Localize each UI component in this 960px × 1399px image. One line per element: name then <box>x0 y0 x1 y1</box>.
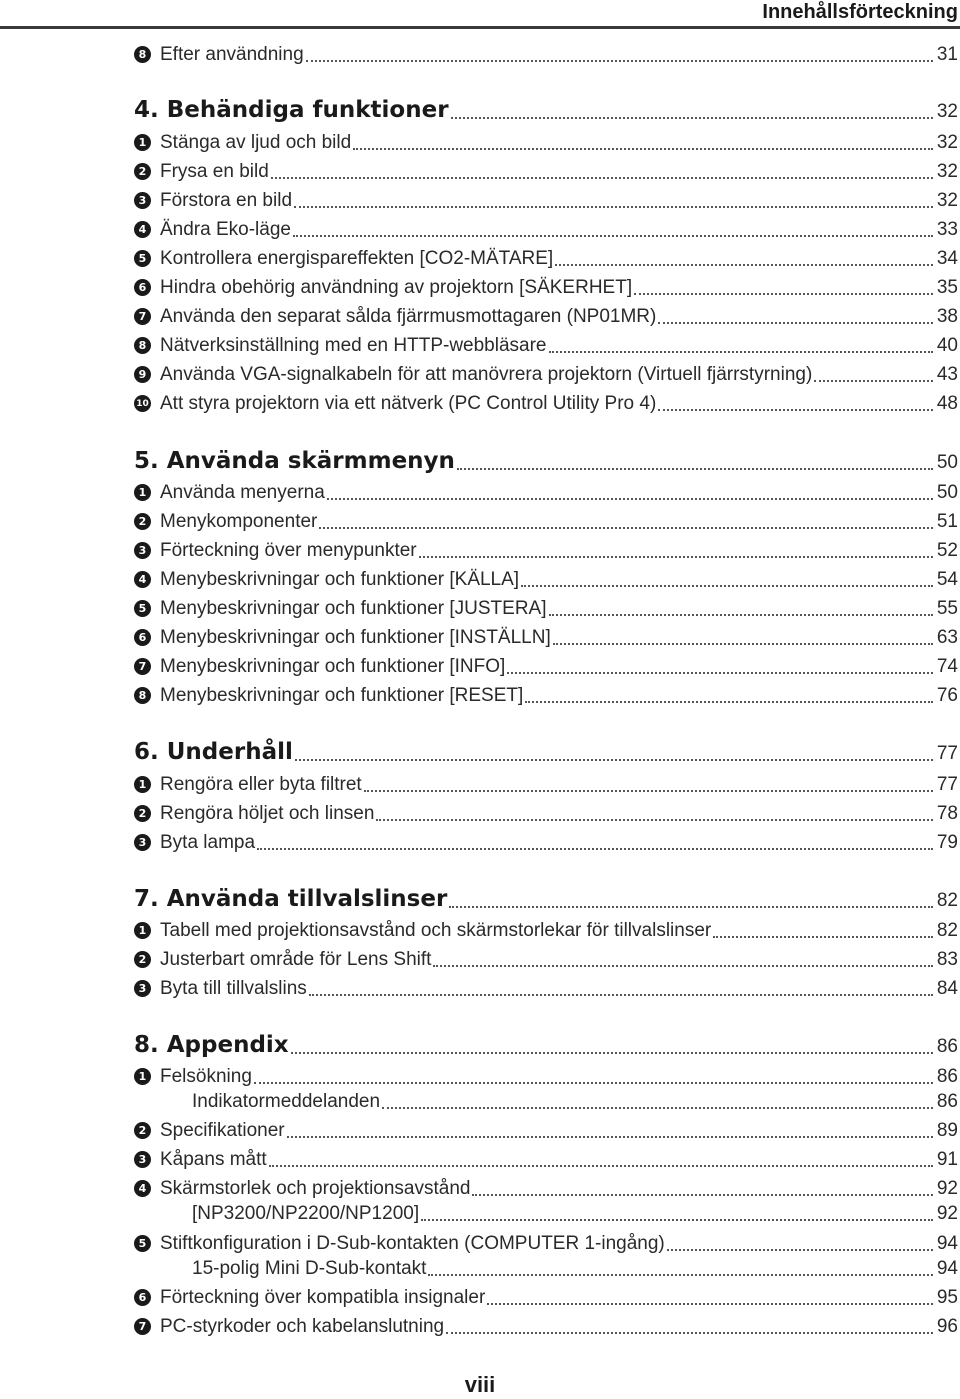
dot-leader <box>419 550 933 558</box>
dot-leader <box>291 1046 933 1054</box>
number-bullet-icon: 3 <box>134 542 151 559</box>
toc-entry-page: 34 <box>936 248 958 269</box>
toc-entry-label: Hindra obehörig användning av projektorn [SÄKERHET] <box>160 277 633 298</box>
number-bullet-icon: 6 <box>134 279 151 296</box>
toc-entry-page: 86 <box>936 1066 958 1087</box>
dot-leader <box>271 171 933 179</box>
toc-entry-page: 63 <box>936 627 958 648</box>
number-bullet-icon: 2 <box>134 951 151 968</box>
toc-entry-label: Kontrollera energispareffekten [CO2-MÄTARE] <box>160 248 554 269</box>
toc-entry-label: 6. Underhåll <box>134 739 293 765</box>
toc-entry[interactable] <box>134 623 958 649</box>
toc-entry-page: 92 <box>936 1178 958 1199</box>
number-bullet-icon: 1 <box>134 922 151 939</box>
toc-entry[interactable] <box>134 652 958 678</box>
toc-entry[interactable] <box>134 186 958 212</box>
toc-entry-page: 94 <box>936 1258 958 1279</box>
toc-entry[interactable] <box>134 1283 958 1309</box>
toc-entry-label: Använda den separat sålda fjärrmusmottagaren (NP01MR) <box>160 306 657 327</box>
toc-entry-label: Menybeskrivningar och funktioner [INSTÄLLN] <box>160 627 551 648</box>
number-bullet-icon: 3 <box>134 1151 151 1168</box>
toc-entry-label: 8. Appendix <box>134 1032 289 1058</box>
toc-entry-label: Ändra Eko-läge <box>160 219 291 240</box>
page-header <box>0 0 960 26</box>
number-bullet-icon: 1 <box>134 484 151 501</box>
toc-entry-label: [NP3200/NP2200/NP1200] <box>192 1203 420 1224</box>
toc-entry-page: 86 <box>936 1036 958 1057</box>
toc-entry-label: 4. Behändiga funktioner <box>134 97 449 123</box>
dot-leader <box>667 1243 933 1251</box>
toc-entry-page: 51 <box>936 511 958 532</box>
number-bullet-icon: 5 <box>134 250 151 267</box>
toc-entry-page: 50 <box>936 452 958 473</box>
toc-entry-label: Menybeskrivningar och funktioner [INFO] <box>160 656 506 677</box>
toc-entry[interactable] <box>134 799 958 825</box>
toc-entry-page: 32 <box>936 132 958 153</box>
dot-leader <box>294 200 933 208</box>
toc-entry-page: 91 <box>936 1149 958 1170</box>
toc-entry-label: 7. Använda tillvalslinser <box>134 886 448 912</box>
toc-entry[interactable] <box>134 974 958 1000</box>
number-bullet-icon: 8 <box>134 687 151 704</box>
dot-leader <box>713 930 933 938</box>
toc-entry[interactable] <box>134 1312 958 1338</box>
number-bullet-icon: 1 <box>134 134 151 151</box>
number-bullet-icon: 7 <box>134 1318 151 1335</box>
toc-entry-page: 32 <box>936 190 958 211</box>
toc-entry-label: Menybeskrivningar och funktioner [RESET] <box>160 685 524 706</box>
toc-entry-label: Rengöra eller byta filtret <box>160 774 362 795</box>
toc-entry[interactable] <box>134 594 958 620</box>
toc-entry-label: Tabell med projektionsavstånd och skärmstorlekar för tillvalslinser <box>160 920 712 941</box>
dot-leader <box>634 287 933 295</box>
number-bullet-icon: 4 <box>134 1180 151 1197</box>
toc-entry[interactable] <box>134 1174 958 1200</box>
dot-leader <box>446 1326 933 1334</box>
toc-entry-page: 38 <box>936 306 958 327</box>
dot-leader <box>549 345 933 353</box>
dot-leader <box>309 988 933 996</box>
toc-entry-label: Menybeskrivningar och funktioner [KÄLLA] <box>160 569 520 590</box>
header-title: Innehållsförteckning <box>762 1 958 23</box>
dot-leader <box>658 316 933 324</box>
toc-entry-label: 5. Använda skärmmenyn <box>134 448 455 474</box>
toc-entry-page: 83 <box>936 949 958 970</box>
toc-entry-label: Menybeskrivningar och funktioner [JUSTERA] <box>160 598 547 619</box>
toc-entry-label: Använda VGA-signalkabeln för att manövrera projektorn (Virtuell fjärrstyrning) <box>160 364 813 385</box>
toc-entry-page: 76 <box>936 685 958 706</box>
number-bullet-icon: 2 <box>134 513 151 530</box>
toc-entry[interactable] <box>134 273 958 299</box>
dot-leader <box>525 695 933 703</box>
toc-entry[interactable] <box>192 1254 958 1280</box>
toc-entry-page: 84 <box>936 978 958 999</box>
toc-entry-page: 74 <box>936 656 958 677</box>
toc-entry-page: 35 <box>936 277 958 298</box>
toc-entry-page: 55 <box>936 598 958 619</box>
toc-chapter[interactable] <box>134 440 958 474</box>
toc-entry-label: PC-styrkoder och kabelanslutning <box>160 1316 445 1337</box>
number-bullet-icon: 5 <box>134 600 151 617</box>
toc-entry[interactable] <box>134 302 958 328</box>
number-bullet-icon: 4 <box>134 221 151 238</box>
dot-leader <box>353 142 933 150</box>
page-number: viii <box>464 1372 496 1397</box>
number-bullet-icon: 1 <box>134 776 151 793</box>
number-bullet-icon: 3 <box>134 834 151 851</box>
toc-entry-label: Skärmstorlek och projektionsavstånd <box>160 1178 471 1199</box>
toc-entry[interactable] <box>134 157 958 183</box>
toc-entry[interactable] <box>134 389 958 415</box>
toc-entry-page: 89 <box>936 1120 958 1141</box>
toc-entry[interactable] <box>134 360 958 386</box>
dot-leader <box>327 492 933 500</box>
number-bullet-icon: 10 <box>134 395 151 412</box>
number-bullet-icon: 1 <box>134 1068 151 1085</box>
toc-entry-page: 82 <box>936 920 958 941</box>
toc-entry-label: 15-polig Mini D-Sub-kontakt <box>192 1258 427 1279</box>
toc-entry-label: Att styra projektorn via ett nätverk (PC Control Utility Pro 4) <box>160 393 657 414</box>
dot-leader <box>507 666 933 674</box>
toc-entry[interactable] <box>134 1145 958 1171</box>
toc-entry-label: Felsökning <box>160 1066 252 1087</box>
dot-leader <box>521 579 933 587</box>
toc-entry-label: Förstora en bild <box>160 190 293 211</box>
header-rule <box>0 26 960 29</box>
toc-entry[interactable] <box>134 215 958 241</box>
number-bullet-icon: 7 <box>134 658 151 675</box>
toc-entry-label: Nätverksinställning med en HTTP-webbläsare <box>160 335 547 356</box>
toc-entry-page: 95 <box>936 1287 958 1308</box>
number-bullet-icon: 3 <box>134 192 151 209</box>
number-bullet-icon: 8 <box>134 46 151 63</box>
toc-entry[interactable] <box>134 40 958 66</box>
toc-entry[interactable] <box>134 244 958 270</box>
toc-entry[interactable] <box>134 1062 958 1088</box>
toc-entry-page: 32 <box>936 101 958 122</box>
dot-leader <box>555 258 933 266</box>
dot-leader <box>487 1297 933 1305</box>
dot-leader <box>319 521 932 529</box>
toc-chapter[interactable] <box>134 89 958 123</box>
number-bullet-icon: 4 <box>134 571 151 588</box>
toc-entry[interactable] <box>134 1229 958 1255</box>
toc-chapter[interactable] <box>134 878 958 912</box>
number-bullet-icon: 9 <box>134 366 151 383</box>
toc-entry[interactable] <box>134 536 958 562</box>
toc-entry-page: 82 <box>936 890 958 911</box>
toc-entry-page: 54 <box>936 569 958 590</box>
toc-entry[interactable] <box>134 565 958 591</box>
toc-entry-page: 77 <box>936 743 958 764</box>
toc-entry-page: 50 <box>936 482 958 503</box>
toc-entry[interactable] <box>134 828 958 854</box>
toc-entry-label: Stänga av ljud och bild <box>160 132 352 153</box>
number-bullet-icon: 5 <box>134 1235 151 1252</box>
toc-entry-page: 48 <box>936 393 958 414</box>
toc-entry[interactable] <box>134 507 958 533</box>
number-bullet-icon: 2 <box>134 1122 151 1139</box>
dot-leader <box>295 753 933 761</box>
toc-entry-label: Byta lampa <box>160 832 256 853</box>
toc-entry-page: 32 <box>936 161 958 182</box>
number-bullet-icon: 6 <box>134 1289 151 1306</box>
toc-entry-label: Indikatormeddelanden <box>192 1091 381 1112</box>
toc-entry-label: Specifikationer <box>160 1120 285 1141</box>
dot-leader <box>269 1159 933 1167</box>
number-bullet-icon: 2 <box>134 805 151 822</box>
toc-entry-label: Rengöra höljet och linsen <box>160 803 375 824</box>
toc-entry-page: 77 <box>936 774 958 795</box>
toc-chapter[interactable] <box>134 731 958 765</box>
toc-entry-page: 43 <box>936 364 958 385</box>
toc-entry[interactable] <box>192 1087 958 1113</box>
dot-leader <box>553 637 933 645</box>
dot-leader <box>254 1076 933 1084</box>
toc-entry[interactable] <box>134 1116 958 1142</box>
dot-leader <box>306 54 933 62</box>
toc-entry-page: 94 <box>936 1233 958 1254</box>
toc-entry[interactable] <box>192 1199 958 1225</box>
toc-entry-label: Byta till tillvalslins <box>160 978 307 999</box>
number-bullet-icon: 3 <box>134 980 151 997</box>
dot-leader <box>376 813 932 821</box>
toc-entry-page: 78 <box>936 803 958 824</box>
dot-leader <box>364 784 933 792</box>
toc-entry-page: 96 <box>936 1316 958 1337</box>
dot-leader <box>257 842 933 850</box>
dot-leader <box>449 900 933 908</box>
dot-leader <box>382 1101 933 1109</box>
toc-entry[interactable] <box>134 770 958 796</box>
toc-entry-page: 31 <box>936 44 958 65</box>
toc-entry[interactable] <box>134 478 958 504</box>
toc-entry-label: Stiftkonfiguration i D-Sub-kontakten (COMPUTER 1-ingång) <box>160 1233 665 1254</box>
toc-entry-page: 86 <box>936 1091 958 1112</box>
toc-entry-page: 40 <box>936 335 958 356</box>
number-bullet-icon: 6 <box>134 629 151 646</box>
toc-entry-page: 33 <box>936 219 958 240</box>
toc-entry[interactable] <box>134 331 958 357</box>
dot-leader <box>472 1188 932 1196</box>
number-bullet-icon: 2 <box>134 163 151 180</box>
dot-leader <box>293 229 933 237</box>
toc-entry-page: 92 <box>936 1203 958 1224</box>
toc-entry[interactable] <box>134 681 958 707</box>
toc-chapter[interactable] <box>134 1024 958 1058</box>
toc-entry-label: Kåpans mått <box>160 1149 267 1170</box>
toc-entry-label: Frysa en bild <box>160 161 269 182</box>
number-bullet-icon: 8 <box>134 337 151 354</box>
number-bullet-icon: 7 <box>134 308 151 325</box>
dot-leader <box>549 608 933 616</box>
toc-entry-page: 79 <box>936 832 958 853</box>
dot-leader <box>287 1130 933 1138</box>
dot-leader <box>421 1213 933 1221</box>
dot-leader <box>428 1268 932 1276</box>
toc-entry-label: Förteckning över kompatibla insignaler <box>160 1287 486 1308</box>
toc-entry-label: Justerbart område för Lens Shift <box>160 949 432 970</box>
dot-leader <box>814 374 933 382</box>
toc-entry[interactable] <box>134 945 958 971</box>
dot-leader <box>457 462 933 470</box>
toc-entry[interactable] <box>134 128 958 154</box>
dot-leader <box>433 959 932 967</box>
toc-entry[interactable] <box>134 916 958 942</box>
toc-entry-label: Förteckning över menypunkter <box>160 540 417 561</box>
toc-entry-label: Använda menyerna <box>160 482 325 503</box>
toc-entry-label: Efter användning <box>160 44 304 65</box>
dot-leader <box>451 111 933 119</box>
toc-entry-page: 52 <box>936 540 958 561</box>
dot-leader <box>658 403 933 411</box>
toc-entry-label: Menykomponenter <box>160 511 318 532</box>
